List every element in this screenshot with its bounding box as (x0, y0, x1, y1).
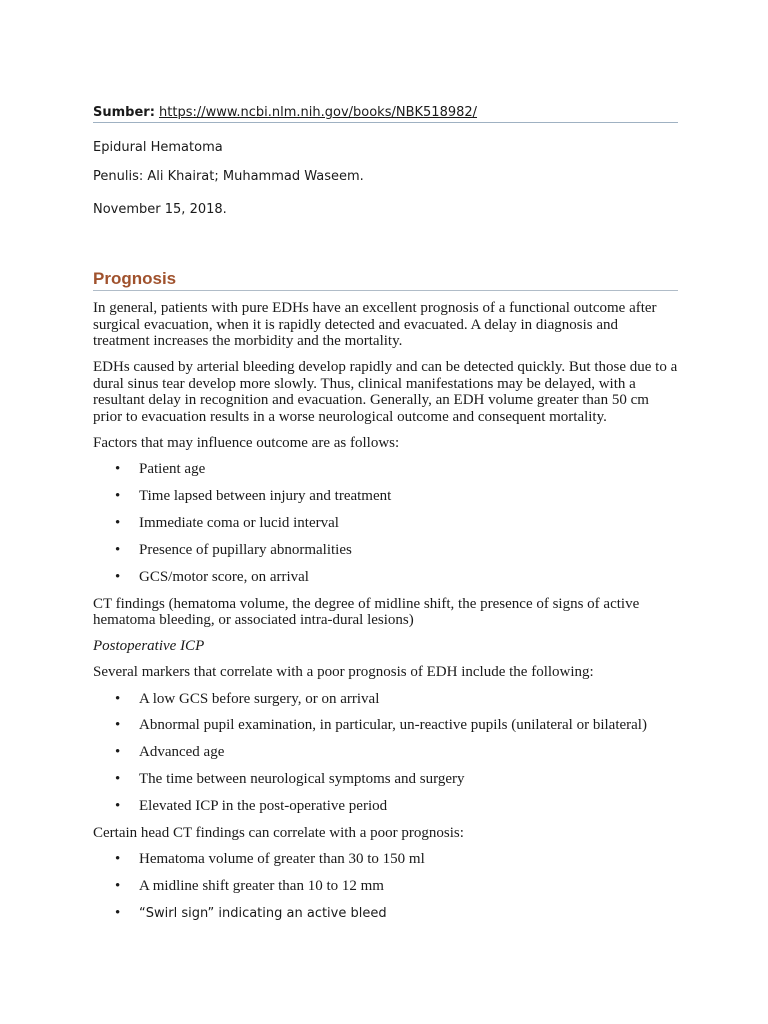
document-title: Epidural Hematoma (93, 140, 223, 155)
publication-date: November 15, 2018. (93, 202, 227, 217)
ct-findings-list (93, 851, 678, 922)
source-label: Sumber: (93, 105, 155, 120)
list-item: • Abnormal pupil examination, in particular, un-reactive pupils (unilateral or bilateral) (115, 717, 647, 734)
heading-divider (93, 290, 678, 291)
source-link[interactable]: https://www.ncbi.nlm.nih.gov/books/NBK518982/ (159, 105, 478, 120)
list-item: • Time lapsed between injury and treatment (115, 488, 392, 505)
list-item: • Immediate coma or lucid interval (115, 515, 339, 532)
list-item: • The time between neurological symptoms and surgery (115, 771, 465, 788)
authors: Penulis: Ali Khairat; Muhammad Waseem. (93, 169, 364, 184)
bullet: • (115, 717, 121, 734)
bullet: • (115, 744, 121, 761)
paragraph (93, 638, 678, 655)
paragraph: CT findings (hematoma volume, the degree of midline shift, the presence of signs of active hematoma bleeding, or associated intra-dural lesions) (93, 595, 640, 629)
list-item: • Presence of pupillary abnormalities (115, 541, 352, 558)
list-item: • Elevated ICP in the post-operative period (115, 798, 388, 815)
bullet: • (115, 690, 121, 707)
paragraph: In general, patients with pure EDHs have an excellent prognosis of a functional outcome after surgical evacuation, when it is rapidly detected and evacuated. A delay in diagnosis and treatment increases the morbidity and the mortality. (93, 300, 657, 350)
bullet: • (115, 798, 121, 815)
source-line (93, 104, 678, 122)
list-item: • A midline shift greater than 10 to 12 mm (115, 878, 384, 895)
divider (93, 122, 678, 123)
bullet: • (115, 568, 121, 585)
bullet: • (115, 488, 121, 505)
list-item: • Hematoma volume of greater than 30 to 150 ml (115, 851, 425, 868)
bullet: • (115, 541, 121, 558)
subheading: Postoperative ICP (93, 638, 205, 655)
markers-list (93, 691, 678, 815)
list-item: • GCS/motor score, on arrival (115, 568, 309, 585)
bullet: • (115, 851, 121, 868)
bullet: • (115, 878, 121, 895)
bullet: • (115, 904, 121, 921)
bullet: • (115, 515, 121, 532)
list-item: • Patient age (115, 461, 206, 478)
bullet: • (115, 771, 121, 788)
list-item: • “Swirl sign” indicating an active bleed (115, 904, 387, 921)
list-item: • A low GCS before surgery, or on arrival (115, 690, 380, 707)
factors-list (93, 461, 678, 585)
bullet: • (115, 461, 121, 478)
paragraph: Factors that may influence outcome are as follows: (93, 435, 400, 452)
section-body (93, 300, 678, 933)
paragraph: EDHs caused by arterial bleeding develop rapidly and can be detected quickly. But those due to a dural sinus tear develop more slowly. Thus, clinical manifestations may be delayed, with a resultant delay in recognition and evacuation. Generally, an EDH volume greater than 50 cm prior to evacuation results in a worse neurological outcome and consequent mortality. (93, 359, 678, 426)
list-item: • Advanced age (115, 744, 225, 761)
paragraph: Certain head CT findings can correlate with a poor prognosis: (93, 825, 464, 842)
section-heading: Prognosis (93, 269, 177, 288)
paragraph: Several markers that correlate with a poor prognosis of EDH include the following: (93, 664, 594, 681)
